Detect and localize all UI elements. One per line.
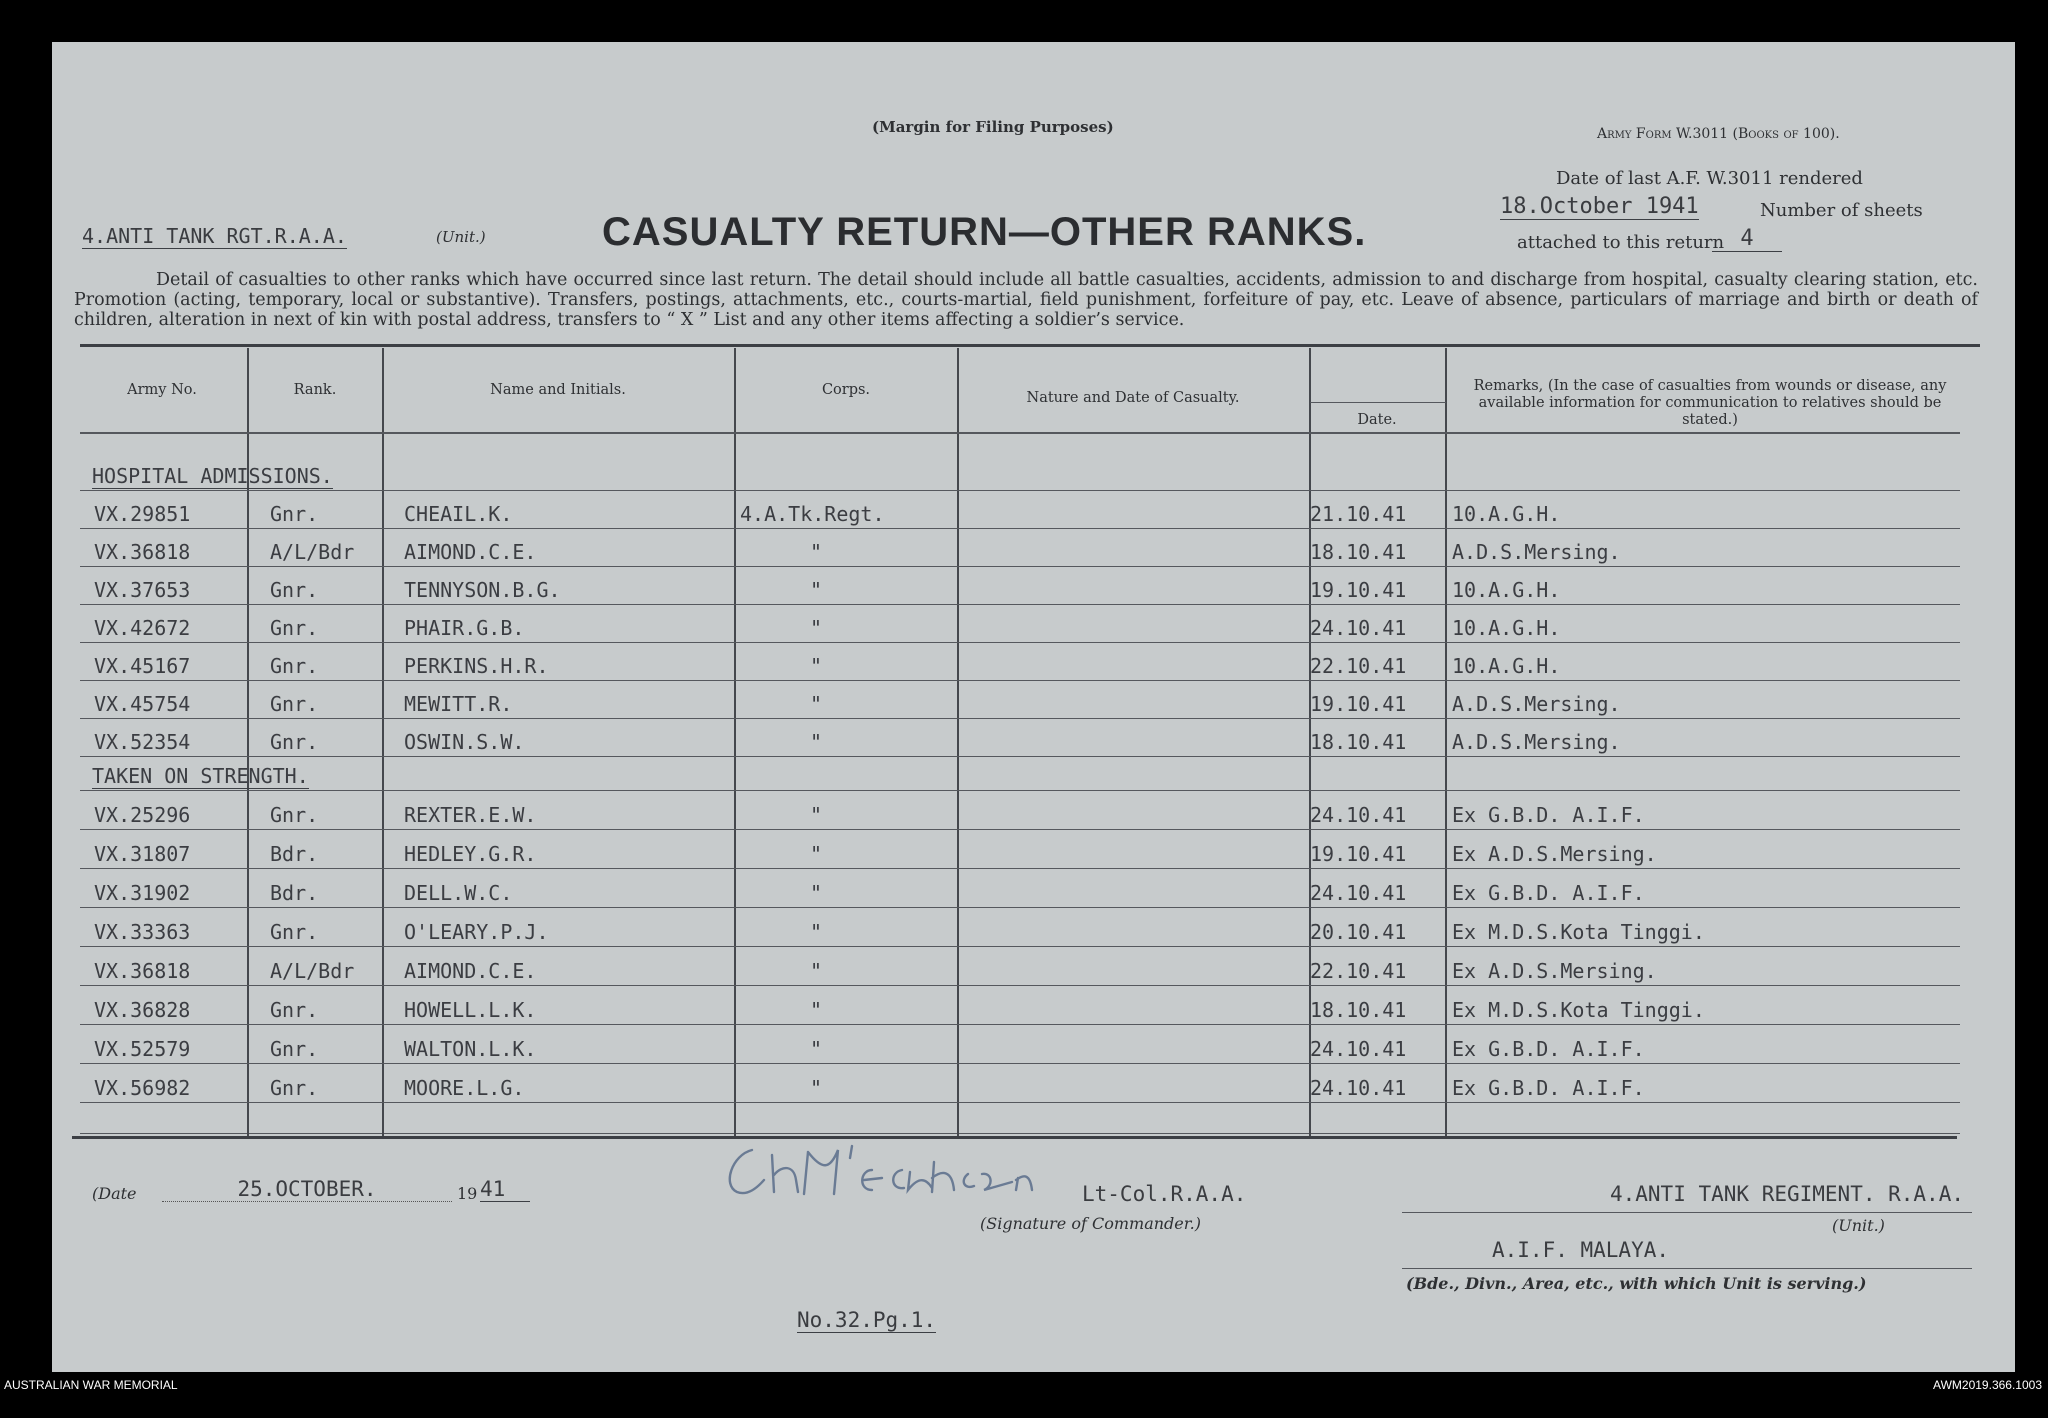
footer-accession-number: AWM2019.366.1003 [1933, 1378, 2042, 1392]
cell-date: 22.10.41 [1310, 959, 1407, 983]
page-reference: No.32.Pg.1. [797, 1308, 937, 1332]
date-last-value: 18.October 1941 [1500, 194, 1699, 219]
cell-remarks: Ex M.D.S.Kota Tinggi. [1452, 920, 1705, 944]
cell-remarks: A.D.S.Mersing. [1452, 692, 1621, 716]
signoff-year: 41 [480, 1177, 530, 1202]
cell-remarks: Ex A.D.S.Mersing. [1452, 959, 1657, 983]
cell-army-no: VX.37653 [94, 578, 191, 602]
cell-name: OSWIN.S.W. [404, 730, 525, 754]
col-divider-rank [382, 348, 384, 1136]
cell-name: O'LEARY.P.J. [404, 920, 549, 944]
signoff-formation-value: A.I.F. MALAYA. [1492, 1238, 1670, 1262]
page-title: CASUALTY RETURN—OTHER RANKS. [602, 210, 1367, 254]
form-sheet [52, 42, 2015, 1372]
unit-label: (Unit.) [436, 228, 486, 246]
col-divider-date [1445, 348, 1447, 1136]
cell-corps: " [810, 1076, 823, 1100]
cell-corps: " [810, 730, 823, 754]
cell-rank: Gnr. [270, 998, 319, 1022]
cell-rank: Gnr. [270, 616, 319, 640]
table-top-rule [80, 344, 1980, 347]
cell-remarks: Ex M.D.S.Kota Tinggi. [1452, 998, 1705, 1022]
cell-name: HOWELL.L.K. [404, 998, 537, 1022]
cell-date: 19.10.41 [1310, 692, 1407, 716]
cell-name: TENNYSON.B.G. [404, 578, 561, 602]
cell-remarks: Ex G.B.D. A.I.F. [1452, 1037, 1645, 1061]
col-header-rank: Rank. [293, 382, 337, 398]
cell-date: 24.10.41 [1310, 881, 1407, 905]
cell-remarks: 10.A.G.H. [1452, 502, 1561, 526]
cell-army-no: VX.45754 [94, 692, 191, 716]
cell-army-no: VX.25296 [94, 803, 191, 827]
cell-rank: Gnr. [270, 578, 319, 602]
col-header-corps: Corps. [821, 382, 871, 398]
cell-date: 18.10.41 [1310, 540, 1407, 564]
cell-rank: Gnr. [270, 730, 319, 754]
cell-corps: " [810, 692, 823, 716]
cell-army-no: VX.31807 [94, 842, 191, 866]
cell-remarks: 10.A.G.H. [1452, 578, 1561, 602]
cell-date: 19.10.41 [1310, 842, 1407, 866]
cell-army-no: VX.45167 [94, 654, 191, 678]
cell-corps: " [810, 920, 823, 944]
col-header-date: Date. [1357, 412, 1397, 428]
signoff-date: 25.OCTOBER. [162, 1177, 452, 1202]
col-header-name: Name and Initials. [490, 382, 626, 398]
cell-rank: A/L/Bdr [270, 959, 355, 983]
cell-rank: Bdr. [270, 842, 319, 866]
date-label: (Date [92, 1184, 137, 1203]
header-bottom-rule [80, 432, 1960, 434]
cell-army-no: VX.29851 [94, 502, 191, 526]
cell-name: PHAIR.G.B. [404, 616, 525, 640]
col-header-nature: Nature and Date of Casualty. [1026, 390, 1240, 406]
cell-corps: " [810, 654, 823, 678]
margin-note: (Margin for Filing Purposes) [872, 118, 1114, 136]
detail-instructions: Detail of casualties to other ranks which have occurred since last return. The detail should include all battle casualties, accidents, admission to and discharge from hospital, casualty clearing station, etc. Promotion (acting, temporary, local or substantive). Transfers, postings, attachments, etc., courts-martial, field punishment, forfeiture of pay, etc. Leave of absence, particulars of marriage and birth or death of children, alteration in next of kin with postal address, transfers to “ X ” List and any other items affecting a soldier’s service. [74, 270, 1978, 330]
cell-name: REXTER.E.W. [404, 803, 537, 827]
col-divider-name [734, 348, 736, 1136]
cell-army-no: VX.36818 [94, 959, 191, 983]
cell-corps: " [810, 616, 823, 640]
cell-name: DELL.W.C. [404, 881, 513, 905]
cell-corps: " [810, 842, 823, 866]
cell-name: PERKINS.H.R. [404, 654, 549, 678]
cell-rank: Gnr. [270, 654, 319, 678]
col-divider-corps [957, 348, 959, 1136]
cell-name: AIMOND.C.E. [404, 540, 537, 564]
cell-army-no: VX.56982 [94, 1076, 191, 1100]
sheets-value: 4 [1712, 226, 1782, 252]
cell-corps: " [810, 881, 823, 905]
signoff-formation-label: (Bde., Divn., Area, etc., with which Unit is serving.) [1406, 1274, 1867, 1293]
cell-date: 19.10.41 [1310, 578, 1407, 602]
cell-date: 24.10.41 [1310, 803, 1407, 827]
cell-remarks: Ex G.B.D. A.I.F. [1452, 1076, 1645, 1100]
commander-rank: Lt-Col.R.A.A. [1082, 1182, 1247, 1206]
cell-remarks: A.D.S.Mersing. [1452, 730, 1621, 754]
cell-army-no: VX.31902 [94, 881, 191, 905]
cell-remarks: 10.A.G.H. [1452, 654, 1561, 678]
cell-army-no: VX.52579 [94, 1037, 191, 1061]
cell-rank: Gnr. [270, 502, 319, 526]
cell-date: 21.10.41 [1310, 502, 1407, 526]
attached-label: attached to this return [1517, 232, 1725, 253]
signature-label: (Signature of Commander.) [980, 1214, 1201, 1233]
army-form-number: Army Form W.3011 (Books of 100). [1597, 126, 1840, 142]
cell-name: CHEAIL.K. [404, 502, 513, 526]
cell-army-no: VX.36818 [94, 540, 191, 564]
cell-rank: Gnr. [270, 920, 319, 944]
cell-date: 22.10.41 [1310, 654, 1407, 678]
cell-rank: A/L/Bdr [270, 540, 355, 564]
cell-rank: Bdr. [270, 881, 319, 905]
cell-remarks: Ex G.B.D. A.I.F. [1452, 803, 1645, 827]
cell-corps: 4.A.Tk.Regt. [740, 502, 885, 526]
cell-rank: Gnr. [270, 803, 319, 827]
cell-date: 24.10.41 [1310, 1076, 1407, 1100]
cell-army-no: VX.33363 [94, 920, 191, 944]
footer-credit: AUSTRALIAN WAR MEMORIAL [4, 1378, 178, 1392]
year-prefix: 19 [457, 1184, 478, 1203]
signoff-unit-label: (Unit.) [1832, 1216, 1885, 1235]
cell-remarks: Ex A.D.S.Mersing. [1452, 842, 1657, 866]
cell-date: 18.10.41 [1310, 998, 1407, 1022]
cell-name: HEDLEY.G.R. [404, 842, 537, 866]
cell-date: 24.10.41 [1310, 616, 1407, 640]
commander-signature [712, 1130, 1132, 1210]
cell-corps: " [810, 1037, 823, 1061]
cell-name: WALTON.L.K. [404, 1037, 537, 1061]
cell-corps: " [810, 540, 823, 564]
cell-remarks: A.D.S.Mersing. [1452, 540, 1621, 564]
cell-corps: " [810, 578, 823, 602]
cell-corps: " [810, 998, 823, 1022]
cell-remarks: 10.A.G.H. [1452, 616, 1561, 640]
cell-corps: " [810, 803, 823, 827]
section-heading-hospital-admissions: HOSPITAL ADMISSIONS. [92, 464, 333, 488]
cell-rank: Gnr. [270, 1037, 319, 1061]
date-last-label: Date of last A.F. W.3011 rendered [1556, 168, 1863, 189]
cell-rank: Gnr. [270, 692, 319, 716]
cell-corps: " [810, 959, 823, 983]
cell-date: 18.10.41 [1310, 730, 1407, 754]
cell-name: AIMOND.C.E. [404, 959, 537, 983]
cell-army-no: VX.42672 [94, 616, 191, 640]
cell-name: MEWITT.R. [404, 692, 513, 716]
cell-name: MOORE.L.G. [404, 1076, 525, 1100]
cell-date: 20.10.41 [1310, 920, 1407, 944]
unit-value: 4.ANTI TANK RGT.R.A.A. [82, 224, 347, 248]
cell-rank: Gnr. [270, 1076, 319, 1100]
col-header-army-no: Army No. [127, 382, 197, 398]
cell-remarks: Ex G.B.D. A.I.F. [1452, 881, 1645, 905]
cell-army-no: VX.36828 [94, 998, 191, 1022]
cell-date: 24.10.41 [1310, 1037, 1407, 1061]
signoff-unit-value: 4.ANTI TANK REGIMENT. R.A.A. [1609, 1182, 1964, 1206]
sheets-label: Number of sheets [1760, 200, 1923, 221]
col-header-remarks: Remarks, (In the case of casualties from wounds or disease, any available information for communication to relatives should be stated.) [1473, 378, 1947, 428]
section-heading-taken-on-strength: TAKEN ON STRENGTH. [92, 764, 309, 788]
cell-army-no: VX.52354 [94, 730, 191, 754]
